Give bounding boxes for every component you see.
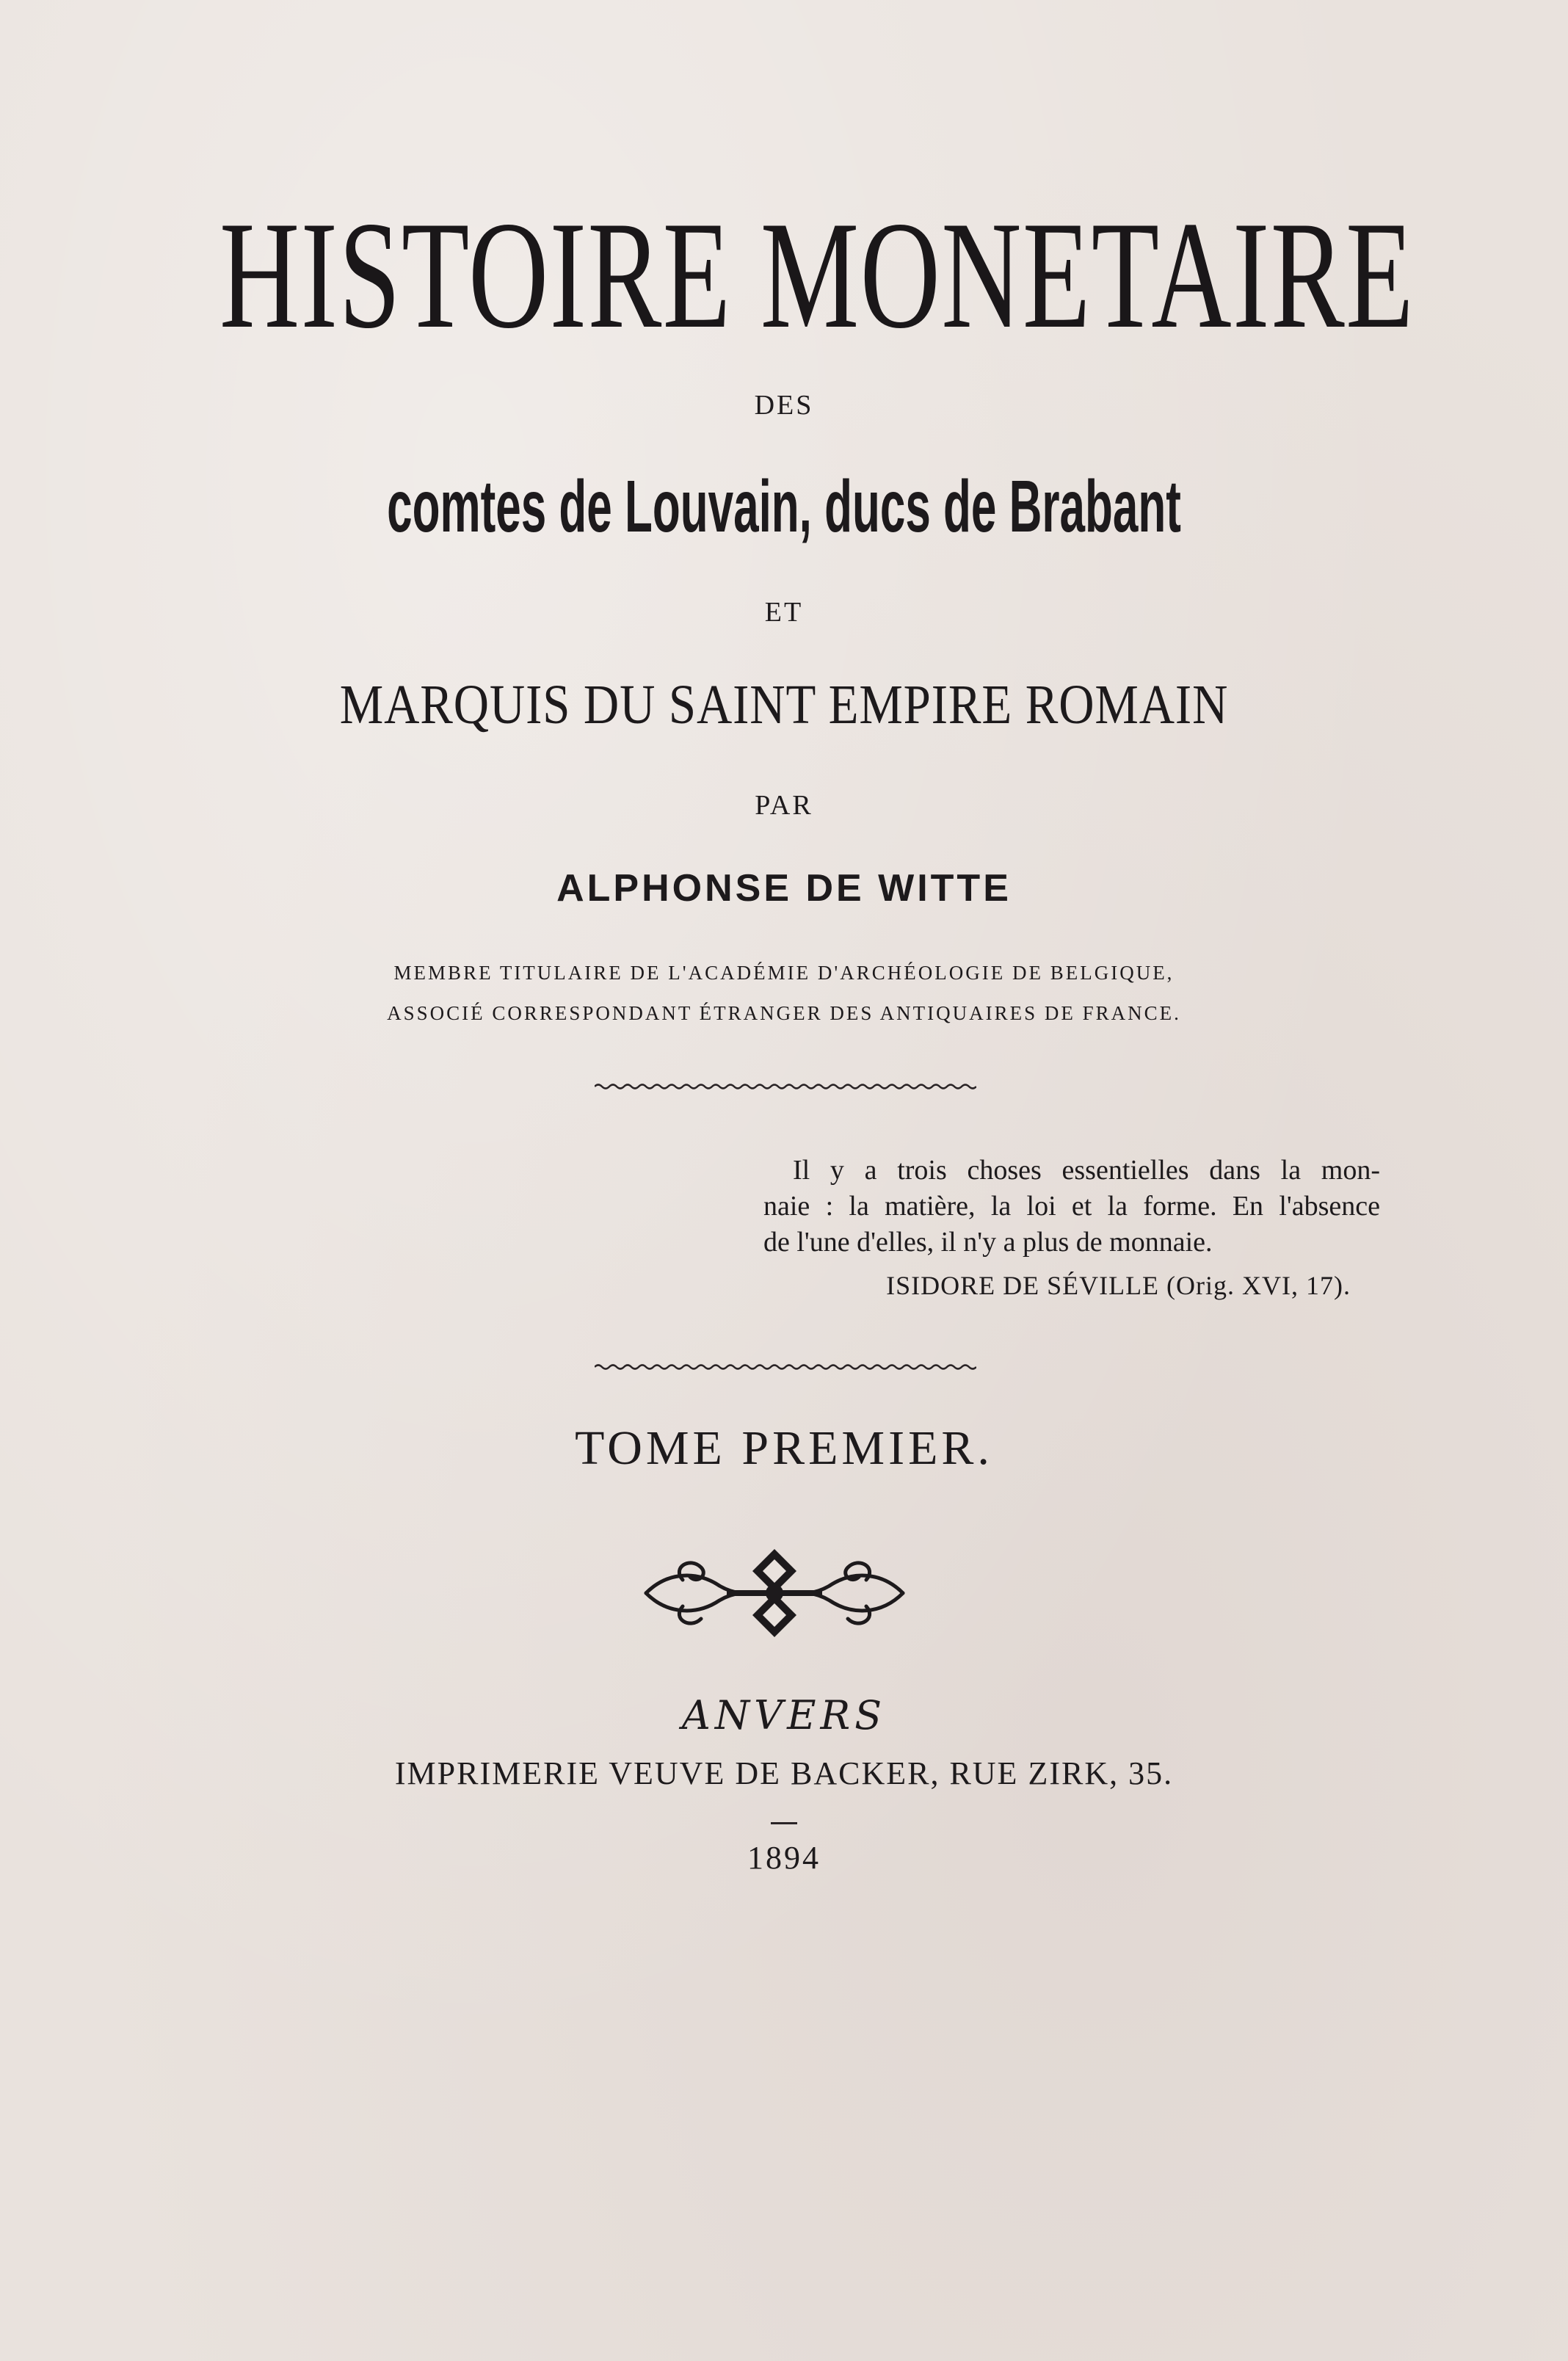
connector-des: DES [754, 390, 814, 421]
epigraph-line-3: de l'une d'elles, il n'y a plus de monnaie. [763, 1227, 1213, 1258]
short-rule [771, 1822, 797, 1824]
epigraph-line-1: Il y a trois choses essentielles dans la mon- [793, 1155, 1380, 1186]
epigraph-attribution: ISIDORE DE SÉVILLE (Orig. XVI, 17). [886, 1271, 1351, 1300]
book-subtitle: comtes de Louvain, ducs de Brabant [387, 465, 1181, 548]
wavy-rule-bottom [595, 1362, 976, 1372]
epigraph [763, 1153, 1380, 1261]
fleuron-ornament-icon [639, 1542, 910, 1644]
book-subtitle-2: MARQUIS DU SAINT EMPIRE ROMAIN [339, 674, 1229, 736]
connector-et: ET [764, 597, 804, 628]
printer-imprint: IMPRIMERIE VEUVE DE BACKER, RUE ZIRK, 35. [394, 1755, 1174, 1791]
book-title: HISTOIRE MONETAIRE [219, 190, 1415, 360]
publication-place: ANVERS [681, 1692, 887, 1738]
membership-line-1: MEMBRE TITULAIRE DE L'ACADÉMIE D'ARCHÉOLOGIE DE BELGIQUE, [393, 962, 1175, 984]
membership-line-2: ASSOCIÉ CORRESPONDANT ÉTRANGER DES ANTIQUAIRES DE FRANCE. [387, 1002, 1181, 1024]
connector-par: PAR [755, 790, 813, 821]
volume-label: TOME PREMIER. [575, 1421, 993, 1475]
author-name: ALPHONSE DE WITTE [556, 867, 1012, 910]
epigraph-line-2: naie : la matière, la loi et la forme. En l'absence [763, 1191, 1380, 1222]
wavy-rule-top [595, 1081, 976, 1092]
publication-year: 1894 [747, 1840, 821, 1876]
